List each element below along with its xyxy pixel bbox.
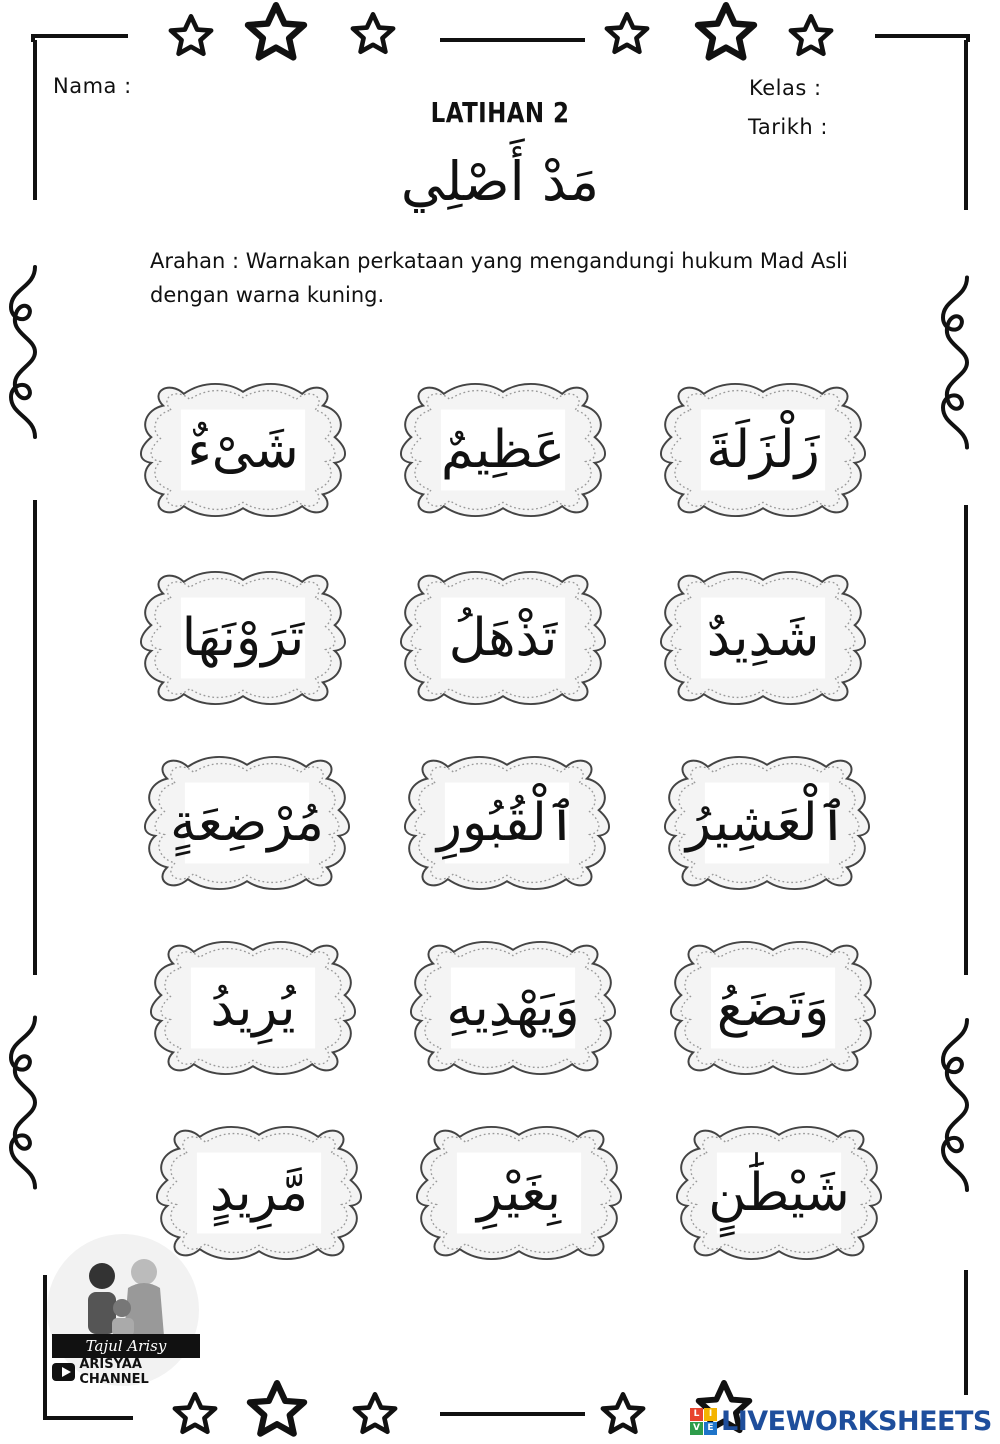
cube-letter: I [704,1408,717,1421]
channel-name-text: ARISYAA CHANNEL [79,1357,149,1387]
arabic-word: شَدِيدٌ [706,608,820,668]
instruction-line-1: Arahan : Warnakan perkataan yang mengandungi hukum Mad Asli [150,249,848,273]
word-card[interactable] [664,1123,894,1263]
liveworksheets-cube-icon [690,1408,717,1435]
arabic-word: مَّرِيدٍ [209,1163,309,1223]
instruction-line-2: dengan warna kuning. [150,283,385,307]
word-card[interactable] [128,380,358,520]
arabic-word: عَظِيمٌ [441,420,565,480]
page-title: LATIHAN 2 [430,96,570,129]
cube-letter: E [704,1422,717,1435]
word-card[interactable] [138,938,368,1078]
liveworksheets-logo[interactable] [690,1403,992,1439]
word-card[interactable] [392,753,622,893]
kelas-label: Kelas : [749,76,822,100]
word-card[interactable] [652,753,882,893]
instruction [150,244,850,312]
arabic-word: مُرْضِعَةٍ [170,793,324,853]
arabic-word: شَيْطَٰنٍ [708,1163,850,1223]
cube-letter: V [690,1422,703,1435]
channel-name [52,1357,202,1387]
word-card[interactable] [648,380,878,520]
liveworksheets-text: LIVEWORKSHEETS [721,1405,992,1437]
arabic-word: يُرِيدُ [210,978,296,1038]
channel-owner-name: Tajul Arisy [52,1334,200,1358]
arabic-word: تَرَوْنَهَا [181,608,305,668]
youtube-icon [52,1363,75,1381]
word-card[interactable] [128,568,358,708]
nama-label: Nama : [53,74,132,98]
word-card[interactable] [388,380,618,520]
arabic-word: وَتَضَعُ [716,978,830,1038]
word-card[interactable] [132,753,362,893]
word-card[interactable] [388,568,618,708]
word-card[interactable] [398,938,628,1078]
word-card[interactable] [404,1123,634,1263]
arabic-word: ٱلْعَشِيرُ [685,793,849,853]
arabic-word: ٱلْقُبُورِ [436,793,578,853]
word-card[interactable] [648,568,878,708]
arabic-word: بِغَيْرِ [477,1163,561,1223]
arabic-title: مَدْ أَصْلِي [400,150,600,213]
arabic-word: زَلْزَلَةَ [706,420,820,480]
tarikh-label: Tarikh : [748,115,828,139]
arabic-word: شَىْءٌ [187,420,299,480]
arabic-word: وَيَهْدِيهِ [446,978,580,1038]
word-card[interactable] [658,938,888,1078]
arabic-word: تَذْهَلُ [448,608,558,668]
cube-letter: L [690,1408,703,1421]
